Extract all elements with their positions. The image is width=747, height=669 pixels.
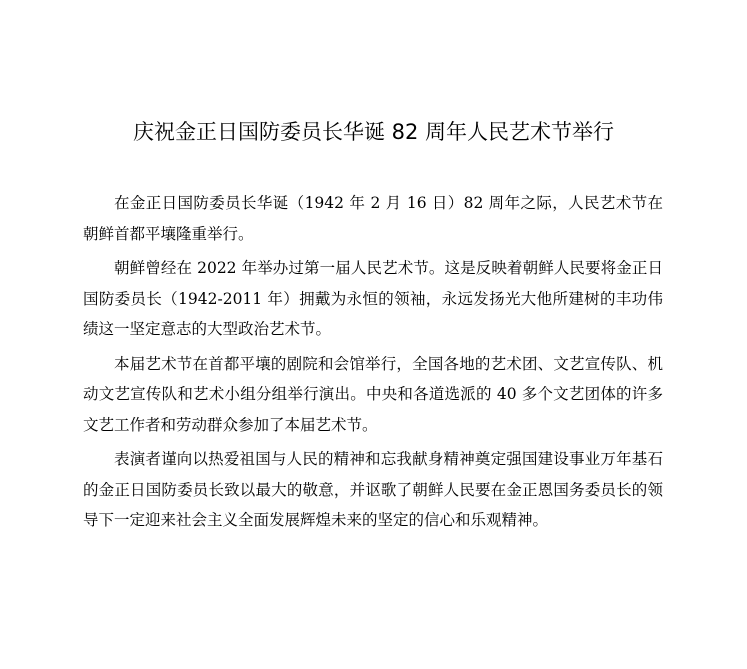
document-title: 庆祝金正日国防委员长华诞 82 周年人民艺术节举行: [132, 120, 615, 144]
paragraph-3: 本届艺术节在首都平壤的剧院和会馆举行，全国各地的艺术团、文艺宣传队、机动文艺宣传队和艺术小组分组举行演出。中央和各道选派的 40 多个文艺团体的许多文艺工作者和劳动群众参加了本届艺术节。: [83, 354, 663, 434]
document-body: [83, 188, 663, 536]
paragraph-1: 在金正日国防委员长华诞（1942 年 2 月 16 日）82 周年之际，人民艺术节在朝鲜首都平壤隆重举行。: [83, 194, 663, 243]
paragraph-4: 表演者谨向以热爱祖国与人民的精神和忘我献身精神奠定强国建设事业万年基石的金正日国防委员长致以最大的敬意，并讴歌了朝鲜人民要在金正恩国务委员长的领导下一定迎来社会主义全面发展辉煌未来的坚定的信心和乐观精神。: [83, 450, 663, 529]
paragraph-2: 朝鲜曾经在 2022 年举办过第一届人民艺术节。这是反映着朝鲜人民要将金正日国防委员长（1942-2011 年）拥戴为永恒的领袖，永远发扬光大他所建树的丰功伟绩这一坚定意志的大型政治艺术节。: [83, 259, 663, 338]
